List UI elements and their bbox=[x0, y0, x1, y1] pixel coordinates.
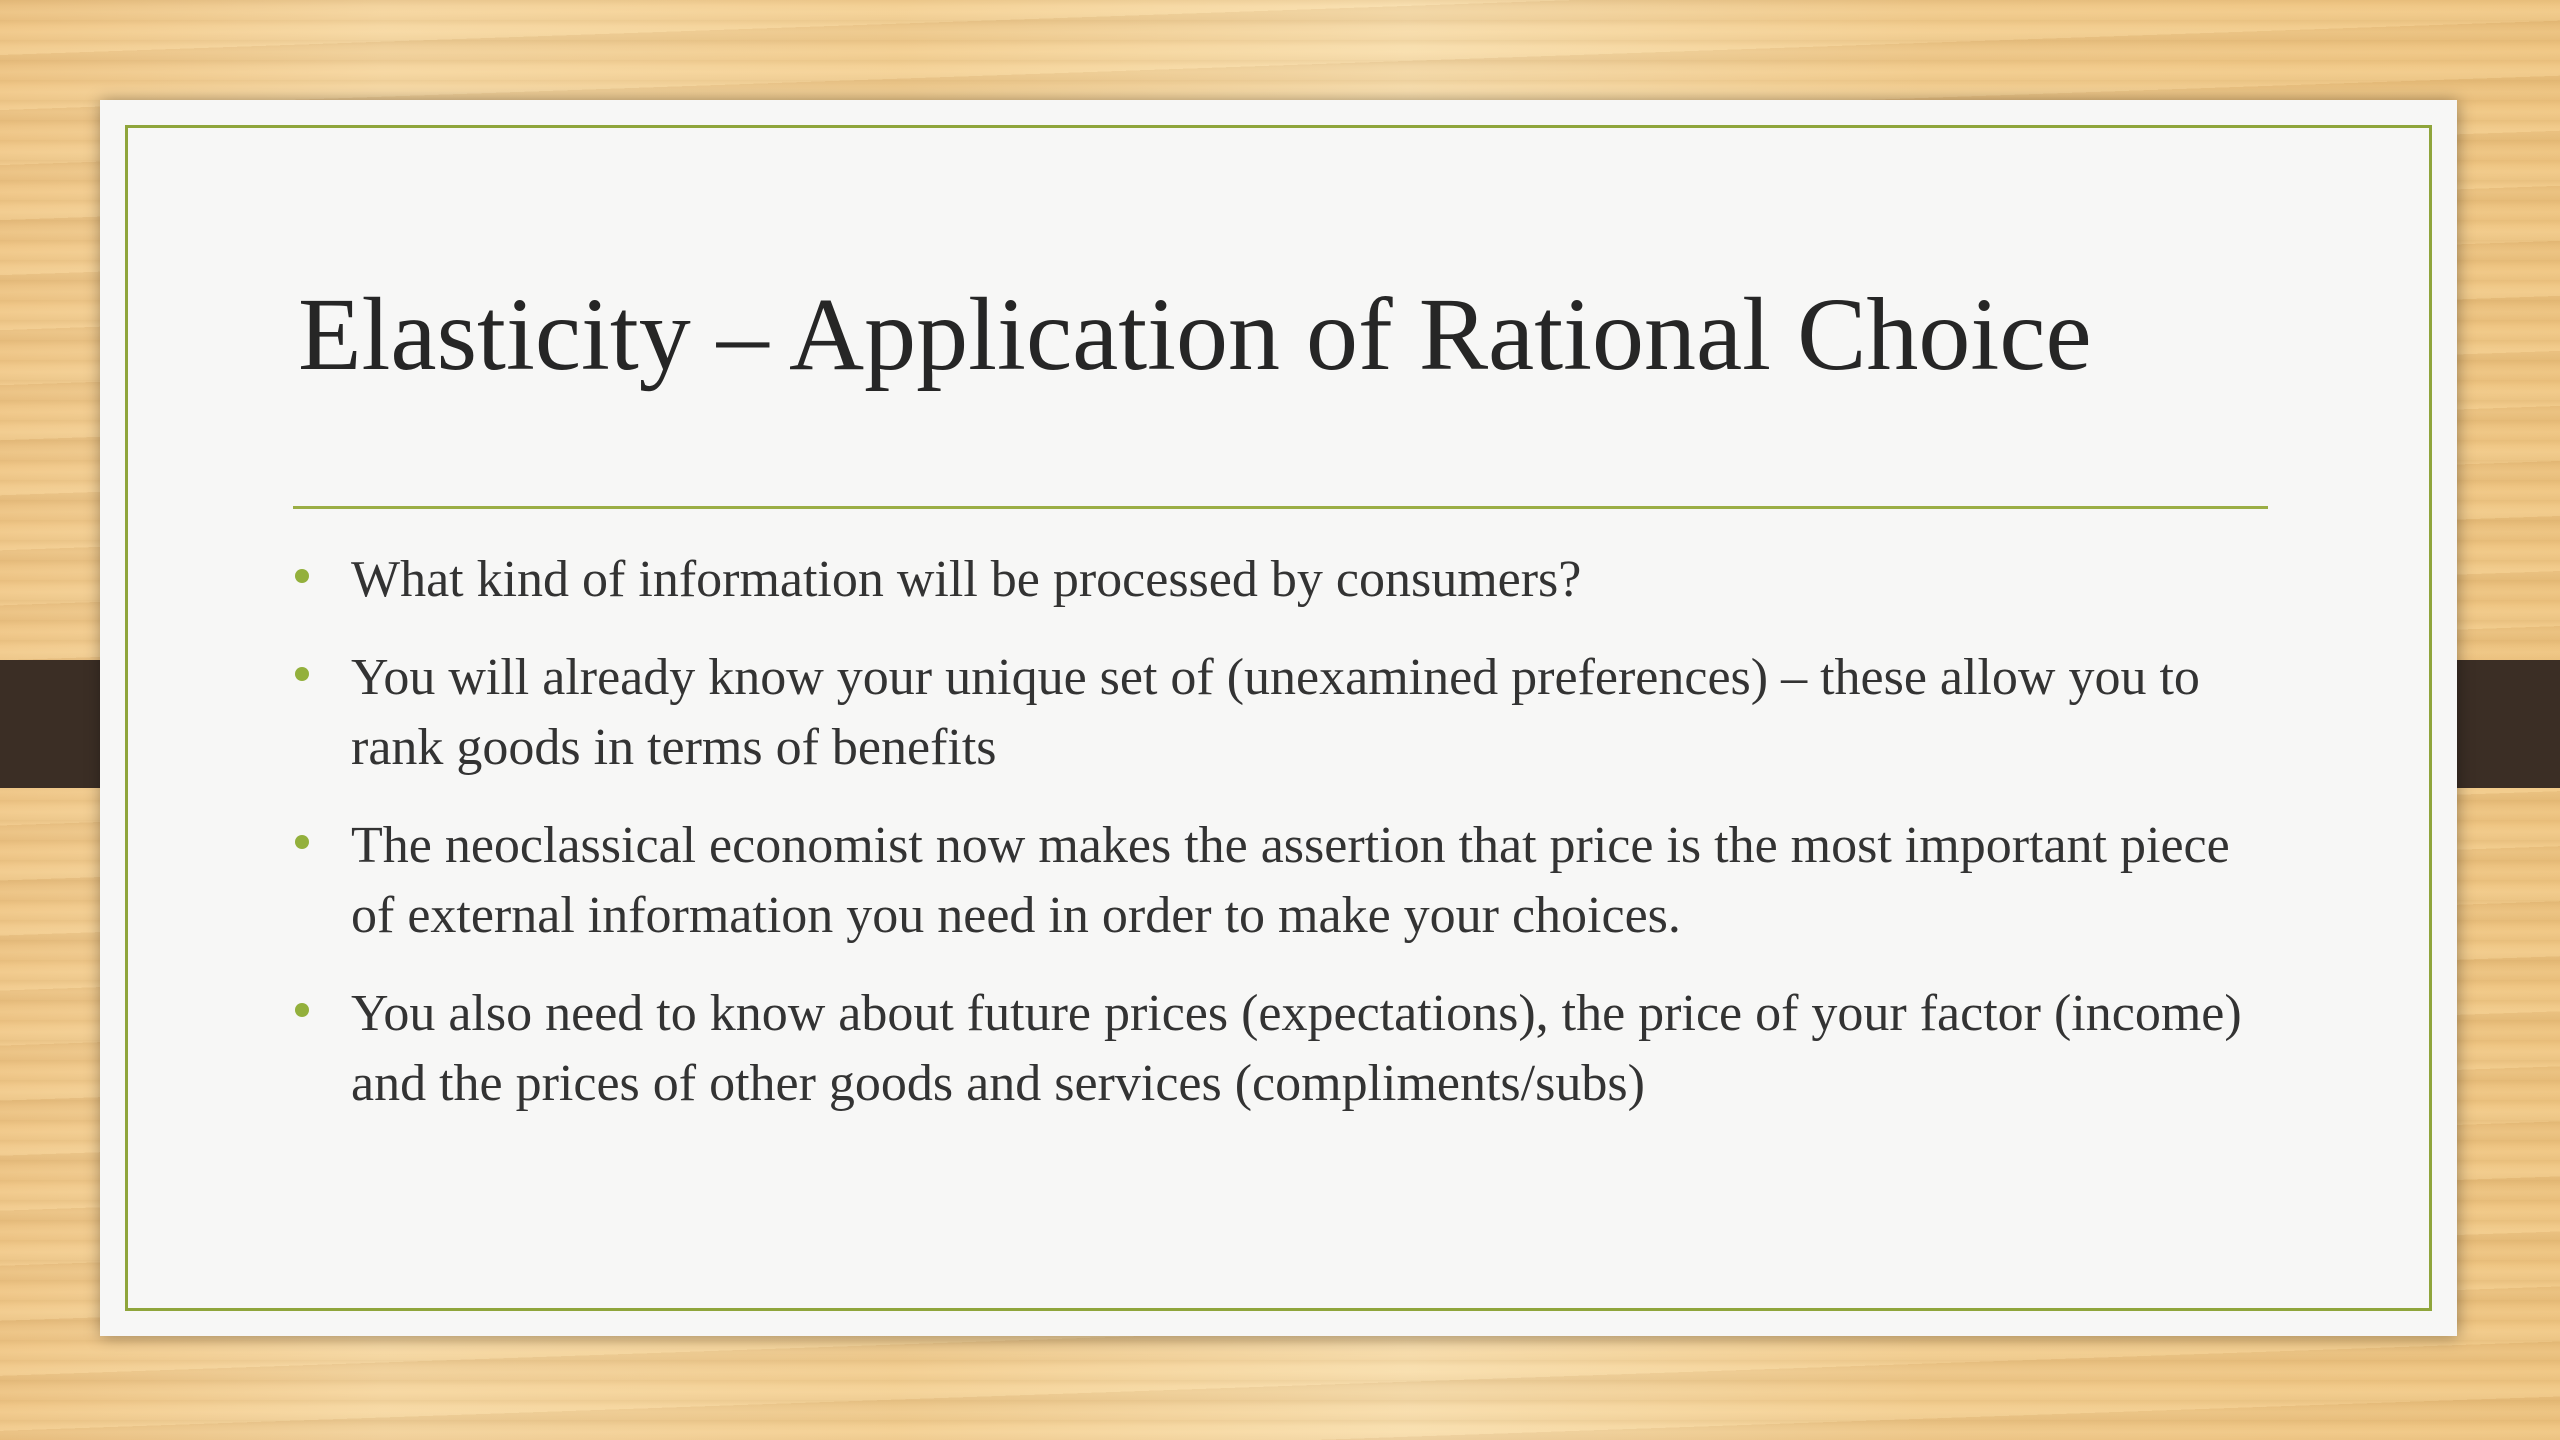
bullet-list bbox=[293, 545, 2283, 1147]
bullet-dot-icon bbox=[295, 1003, 309, 1017]
bullet-item bbox=[293, 545, 2283, 615]
bullet-item bbox=[293, 979, 2283, 1119]
bullet-text: What kind of information will be processed by consumers? bbox=[351, 551, 1582, 608]
bullet-dot-icon bbox=[295, 569, 309, 583]
bullet-text: You will already know your unique set of (unexamined preferences) – these allow you to rank goods in terms of benefits bbox=[351, 649, 2200, 776]
slide-title: Elasticity – Application of Rational Choice bbox=[298, 277, 2092, 392]
bullet-item bbox=[293, 643, 2283, 783]
bullet-text: The neoclassical economist now makes the assertion that price is the most important piece of external information you need in order to make your choices. bbox=[351, 817, 2230, 944]
bullet-dot-icon bbox=[295, 667, 309, 681]
bullet-text: You also need to know about future prices (expectations), the price of your factor (income) and the prices of other goods and services (compliments/subs) bbox=[351, 985, 2242, 1112]
bullet-item bbox=[293, 811, 2283, 951]
bullet-dot-icon bbox=[295, 835, 309, 849]
title-divider bbox=[293, 506, 2268, 509]
